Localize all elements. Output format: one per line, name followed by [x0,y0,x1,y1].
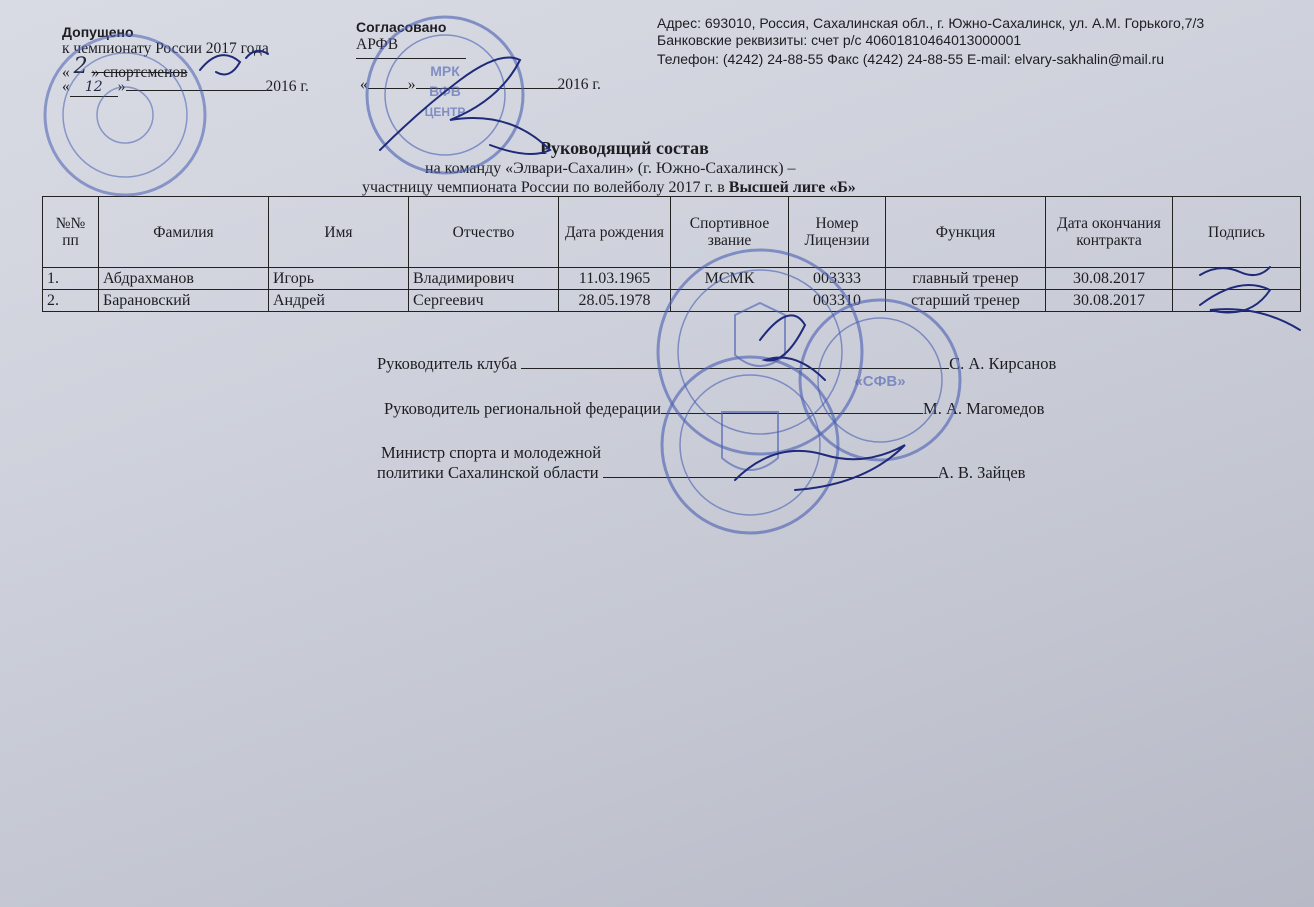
table-row [43,268,1301,290]
sign-federation-name: М. А. Магомедов [923,399,1045,418]
approval-title: Допущено [62,24,134,40]
table-cell: 1. [43,268,99,290]
document-title: Руководящий состав [540,138,709,158]
sign-minister-label-1: Министр спорта и молодежной [381,443,602,462]
table-cell: старший тренер [886,290,1046,312]
table-cell: 30.08.2017 [1046,290,1173,312]
contact-bank: Банковские реквизиты: счет р/с 40601810464013000001 [657,32,1022,48]
table-cell: Абдрахманов [99,268,269,290]
staff-table [42,196,1301,312]
sign-minister [377,463,1025,483]
col-header-license: Номер Лицензии [789,197,886,268]
contact-phone: Телефон: (4242) 24-88-55 Факс (4242) 24-88-55 E-mail: elvary-sakhalin@mail.ru [657,51,1165,67]
table-cell: МСМК [671,268,789,290]
table-header-row [43,197,1301,268]
col-header-signature: Подпись [1173,197,1301,268]
sign-federation-label: Руководитель региональной федерации [384,399,662,418]
stamp-middle-text-3: ЦЕНТР [424,105,466,119]
table-cell: главный тренер [886,268,1046,290]
table-cell: Игорь [269,268,409,290]
table-cell: 2. [43,290,99,312]
col-header-surname: Фамилия [99,197,269,268]
table-cell: 003310 [789,290,886,312]
approval-count-handwritten: 2 [73,54,88,79]
table-cell [671,290,789,312]
stamp-middle-text-2: ВФВ [429,83,461,99]
table-cell: 003333 [789,268,886,290]
col-header-name: Имя [269,197,409,268]
approval-line1: к чемпионату России 2017 года [62,40,269,57]
heading-line2: участницу чемпионата России по волейболу 2017 г. в Высшей лиге «Б» [362,179,856,196]
stamp-minister [662,357,838,533]
agreed-signature-line [356,58,466,59]
col-header-contract-end: Дата окончания контракта [1046,197,1173,268]
table-cell: Барановский [99,290,269,312]
table-cell: 28.05.1978 [559,290,671,312]
table-cell: 11.03.1965 [559,268,671,290]
approval-date: « 12 » 2016 г. [62,78,309,95]
agreed-date: « » 2016 г. [360,76,601,93]
sign-federation [384,399,1044,419]
sign-club-label: Руководитель клуба [377,354,517,373]
col-header-patronymic: Отчество [409,197,559,268]
stamp-federation [800,300,960,460]
stamp-middle-text-1: МРК [430,63,460,79]
col-header-sport-title: Спортивное звание [671,197,789,268]
col-header-function: Функция [886,197,1046,268]
col-header-birthdate: Дата рождения [559,197,671,268]
table-cell-signature [1173,290,1301,312]
table-cell: Владимирович [409,268,559,290]
table-cell: Сергеевич [409,290,559,312]
agreed-org: АРФВ [356,36,399,53]
sign-minister-label-2: политики Сахалинской области [377,463,599,482]
sign-club [377,354,1056,374]
table-cell: 30.08.2017 [1046,268,1173,290]
table-cell: Андрей [269,290,409,312]
signature-agreed [380,58,550,155]
contact-address: Адрес: 693010, Россия, Сахалинская обл., г. Южно-Сахалинск, ул. А.М. Горького,7/3 [657,15,1205,31]
heading-line1: на команду «Элвари-Сахалин» (г. Южно-Сахалинск) – [425,160,796,177]
table-row [43,290,1301,312]
agreed-title: Согласовано [356,19,447,35]
col-header-number: №№ пп [43,197,99,268]
approval-line2: « 2 » спортсменов [62,54,188,81]
sign-minister-name: А. В. Зайцев [937,463,1026,482]
table-cell-signature [1173,268,1301,290]
sign-club-name: С. А. Кирсанов [949,354,1057,373]
stamp-federation-text: «СФВ» [854,373,906,390]
approval-day-handwritten: 12 [84,79,103,95]
